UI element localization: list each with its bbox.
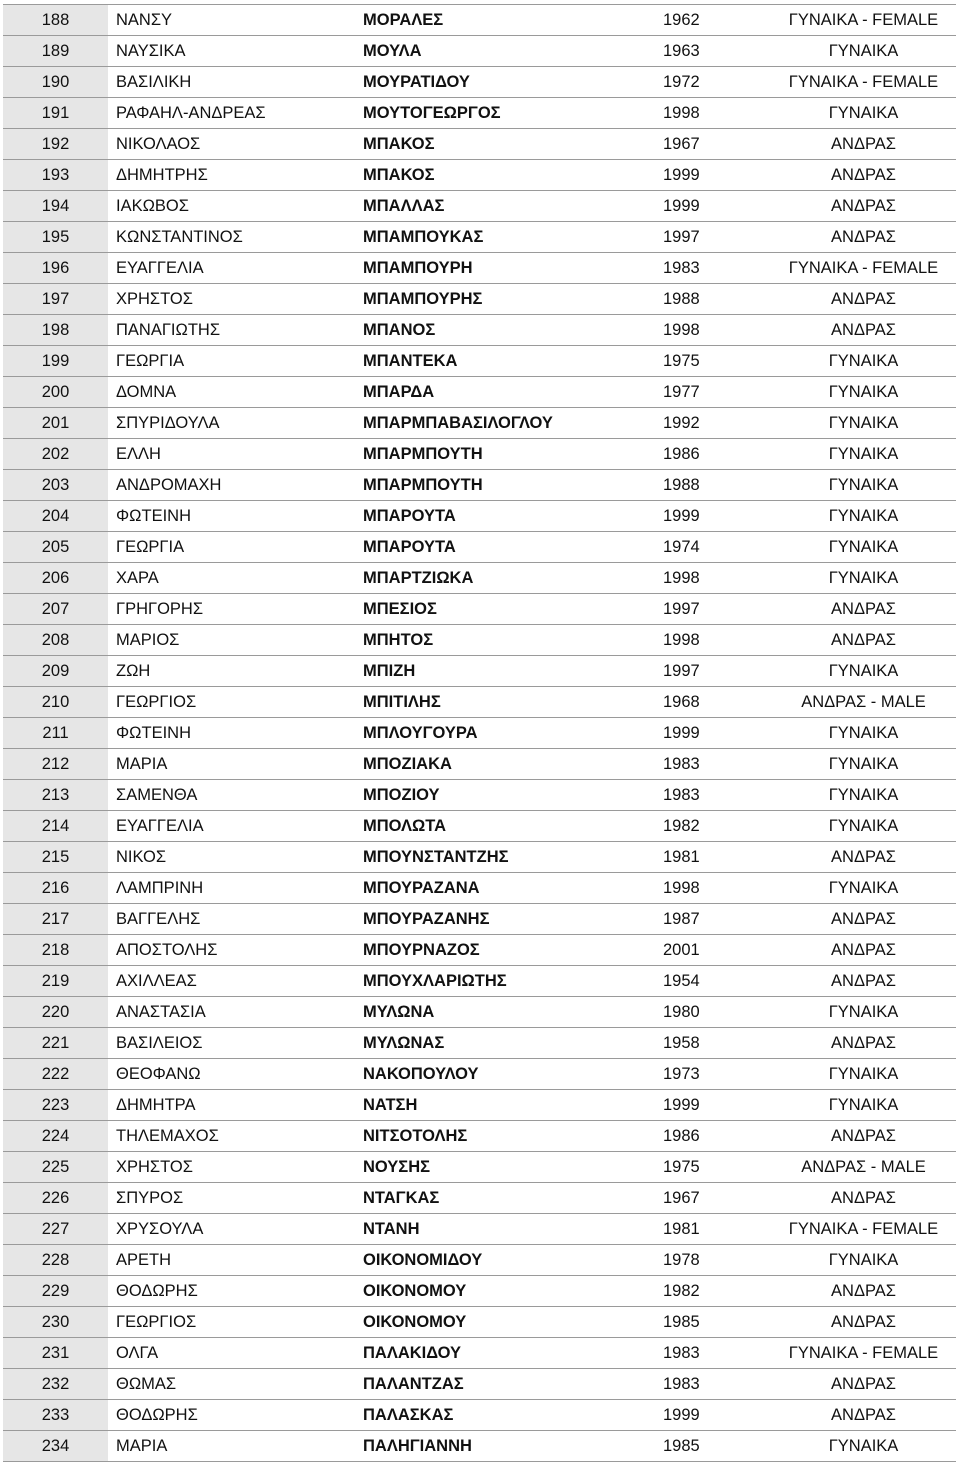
table-row — [3, 315, 956, 346]
last-name-cell: ΝΤΑΓΚΑΣ — [363, 1183, 663, 1214]
first-name-cell: ΖΩΗ — [108, 656, 363, 687]
last-name-cell: ΜΠΕΣΙΟΣ — [363, 594, 663, 625]
last-name-cell: ΜΠΑΛΛΑΣ — [363, 191, 663, 222]
row-number-cell: 188 — [3, 5, 108, 36]
row-number-cell: 198 — [3, 315, 108, 346]
table-row — [3, 98, 956, 129]
table-row — [3, 532, 956, 563]
first-name-cell: ΕΛΛΗ — [108, 439, 363, 470]
table-row — [3, 1214, 956, 1245]
last-name-cell: ΜΟΡΑΛΕΣ — [363, 5, 663, 36]
first-name-cell: ΠΑΝΑΓΙΩΤΗΣ — [108, 315, 363, 346]
row-number-cell: 213 — [3, 780, 108, 811]
last-name-cell: ΝΙΤΣΟΤΟΛΗΣ — [363, 1121, 663, 1152]
gender-cell: ΑΝΔΡΑΣ — [771, 966, 956, 997]
participants-table — [3, 4, 956, 1462]
last-name-cell: ΜΠΑΡΤΖΙΩΚΑ — [363, 563, 663, 594]
row-number-cell: 193 — [3, 160, 108, 191]
birth-year-cell: 1997 — [663, 656, 771, 687]
table-row — [3, 253, 956, 284]
last-name-cell: ΠΑΛΗΓΙΑΝΝΗ — [363, 1431, 663, 1462]
row-number-cell: 223 — [3, 1090, 108, 1121]
table-row — [3, 1245, 956, 1276]
birth-year-cell: 1992 — [663, 408, 771, 439]
last-name-cell: ΜΠΗΤΟΣ — [363, 625, 663, 656]
first-name-cell: ΜΑΡΙΟΣ — [108, 625, 363, 656]
first-name-cell: ΡΑΦΑΗΛ-ΑΝΔΡΕΑΣ — [108, 98, 363, 129]
table-row — [3, 1152, 956, 1183]
birth-year-cell: 1981 — [663, 1214, 771, 1245]
row-number-cell: 221 — [3, 1028, 108, 1059]
first-name-cell: ΣΠΥΡΟΣ — [108, 1183, 363, 1214]
gender-cell: ΑΝΔΡΑΣ — [771, 191, 956, 222]
row-number-cell: 191 — [3, 98, 108, 129]
gender-cell: ΓΥΝΑΙΚΑ — [771, 377, 956, 408]
birth-year-cell: 1986 — [663, 439, 771, 470]
birth-year-cell: 1983 — [663, 1338, 771, 1369]
gender-cell: ΓΥΝΑΙΚΑ — [771, 780, 956, 811]
row-number-cell: 233 — [3, 1400, 108, 1431]
last-name-cell: ΜΠΑΜΠΟΥΡΗ — [363, 253, 663, 284]
last-name-cell: ΜΠΑΚΟΣ — [363, 160, 663, 191]
last-name-cell: ΝΑΤΣΗ — [363, 1090, 663, 1121]
birth-year-cell: 1999 — [663, 191, 771, 222]
table-row — [3, 470, 956, 501]
last-name-cell: ΜΥΛΩΝΑΣ — [363, 1028, 663, 1059]
gender-cell: ΓΥΝΑΙΚΑ — [771, 749, 956, 780]
first-name-cell: ΝΙΚΟΛΑΟΣ — [108, 129, 363, 160]
gender-cell: ΑΝΔΡΑΣ — [771, 1307, 956, 1338]
last-name-cell: ΜΠΑΜΠΟΥΚΑΣ — [363, 222, 663, 253]
row-number-cell: 214 — [3, 811, 108, 842]
gender-cell: ΑΝΔΡΑΣ — [771, 1400, 956, 1431]
first-name-cell: ΓΕΩΡΓΙΑ — [108, 346, 363, 377]
row-number-cell: 196 — [3, 253, 108, 284]
last-name-cell: ΜΟΥΡΑΤΙΔΟΥ — [363, 67, 663, 98]
gender-cell: ΓΥΝΑΙΚΑ — [771, 811, 956, 842]
birth-year-cell: 1968 — [663, 687, 771, 718]
birth-year-cell: 1963 — [663, 36, 771, 67]
first-name-cell: ΣΑΜΕΝΘΑ — [108, 780, 363, 811]
last-name-cell: ΝΑΚΟΠΟΥΛΟΥ — [363, 1059, 663, 1090]
table-row — [3, 1183, 956, 1214]
first-name-cell: ΕΥΑΓΓΕΛΙΑ — [108, 811, 363, 842]
gender-cell: ΓΥΝΑΙΚΑ — [771, 346, 956, 377]
table-row — [3, 1307, 956, 1338]
birth-year-cell: 1983 — [663, 253, 771, 284]
last-name-cell: ΜΟΥΤΟΓΕΩΡΓΟΣ — [363, 98, 663, 129]
table-row — [3, 501, 956, 532]
gender-cell: ΑΝΔΡΑΣ — [771, 129, 956, 160]
row-number-cell: 232 — [3, 1369, 108, 1400]
table-row — [3, 873, 956, 904]
last-name-cell: ΜΠΑΡΟΥΤΑ — [363, 501, 663, 532]
table-row — [3, 67, 956, 98]
row-number-cell: 192 — [3, 129, 108, 160]
row-number-cell: 197 — [3, 284, 108, 315]
gender-cell: ΑΝΔΡΑΣ — [771, 625, 956, 656]
table-row — [3, 1276, 956, 1307]
birth-year-cell: 1980 — [663, 997, 771, 1028]
row-number-cell: 215 — [3, 842, 108, 873]
row-number-cell: 194 — [3, 191, 108, 222]
birth-year-cell: 1998 — [663, 625, 771, 656]
birth-year-cell: 1981 — [663, 842, 771, 873]
gender-cell: ΑΝΔΡΑΣ — [771, 935, 956, 966]
row-number-cell: 207 — [3, 594, 108, 625]
table-row — [3, 718, 956, 749]
birth-year-cell: 1997 — [663, 222, 771, 253]
table-row — [3, 1059, 956, 1090]
first-name-cell: ΑΝΔΡΟΜΑΧΗ — [108, 470, 363, 501]
table-row — [3, 625, 956, 656]
first-name-cell: ΒΑΣΙΛΕΙΟΣ — [108, 1028, 363, 1059]
gender-cell: ΑΝΔΡΑΣ — [771, 1183, 956, 1214]
row-number-cell: 199 — [3, 346, 108, 377]
birth-year-cell: 1998 — [663, 315, 771, 346]
table-row — [3, 904, 956, 935]
first-name-cell: ΧΑΡΑ — [108, 563, 363, 594]
row-number-cell: 189 — [3, 36, 108, 67]
table-row — [3, 284, 956, 315]
table-row — [3, 749, 956, 780]
gender-cell: ΓΥΝΑΙΚΑ — [771, 1059, 956, 1090]
last-name-cell: ΟΙΚΟΝΟΜΟΥ — [363, 1276, 663, 1307]
row-number-cell: 227 — [3, 1214, 108, 1245]
row-number-cell: 234 — [3, 1431, 108, 1462]
row-number-cell: 222 — [3, 1059, 108, 1090]
last-name-cell: ΜΠΙΤΙΛΗΣ — [363, 687, 663, 718]
last-name-cell: ΜΠΑΝΤΕΚΑ — [363, 346, 663, 377]
gender-cell: ΓΥΝΑΙΚΑ — [771, 36, 956, 67]
gender-cell: ΓΥΝΑΙΚΑ — [771, 1245, 956, 1276]
table-row — [3, 160, 956, 191]
birth-year-cell: 1999 — [663, 718, 771, 749]
last-name-cell: ΜΠΟΥΡΝΑΖΟΣ — [363, 935, 663, 966]
row-number-cell: 225 — [3, 1152, 108, 1183]
participants-table-body — [3, 5, 956, 1462]
last-name-cell: ΠΑΛΑΣΚΑΣ — [363, 1400, 663, 1431]
birth-year-cell: 2001 — [663, 935, 771, 966]
birth-year-cell: 1974 — [663, 532, 771, 563]
table-row — [3, 594, 956, 625]
birth-year-cell: 1983 — [663, 1369, 771, 1400]
row-number-cell: 195 — [3, 222, 108, 253]
first-name-cell: ΧΡΥΣΟΥΛΑ — [108, 1214, 363, 1245]
table-row — [3, 1028, 956, 1059]
birth-year-cell: 1954 — [663, 966, 771, 997]
row-number-cell: 206 — [3, 563, 108, 594]
last-name-cell: ΜΠΟΖΙΟΥ — [363, 780, 663, 811]
first-name-cell: ΕΥΑΓΓΕΛΙΑ — [108, 253, 363, 284]
last-name-cell: ΜΠΛΟΥΓΟΥΡΑ — [363, 718, 663, 749]
birth-year-cell: 1997 — [663, 594, 771, 625]
first-name-cell: ΤΗΛΕΜΑΧΟΣ — [108, 1121, 363, 1152]
gender-cell: ΑΝΔΡΑΣ — [771, 904, 956, 935]
first-name-cell: ΙΑΚΩΒΟΣ — [108, 191, 363, 222]
table-row — [3, 346, 956, 377]
first-name-cell: ΑΝΑΣΤΑΣΙΑ — [108, 997, 363, 1028]
table-row — [3, 377, 956, 408]
birth-year-cell: 1973 — [663, 1059, 771, 1090]
row-number-cell: 226 — [3, 1183, 108, 1214]
gender-cell: ΓΥΝΑΙΚΑ — [771, 408, 956, 439]
first-name-cell: ΓΡΗΓΟΡΗΣ — [108, 594, 363, 625]
birth-year-cell: 1978 — [663, 1245, 771, 1276]
table-row — [3, 408, 956, 439]
last-name-cell: ΟΙΚΟΝΟΜΟΥ — [363, 1307, 663, 1338]
birth-year-cell: 1998 — [663, 563, 771, 594]
gender-cell: ΓΥΝΑΙΚΑ — [771, 873, 956, 904]
last-name-cell: ΜΠΟΛΩΤΑ — [363, 811, 663, 842]
gender-cell: ΓΥΝΑΙΚΑ — [771, 563, 956, 594]
gender-cell: ΓΥΝΑΙΚΑ — [771, 1431, 956, 1462]
gender-cell: ΓΥΝΑΙΚΑ — [771, 439, 956, 470]
gender-cell: ΑΝΔΡΑΣ — [771, 160, 956, 191]
table-row — [3, 1400, 956, 1431]
table-row — [3, 1090, 956, 1121]
gender-cell: ΓΥΝΑΙΚΑ — [771, 1090, 956, 1121]
last-name-cell: ΝΟΥΣΗΣ — [363, 1152, 663, 1183]
birth-year-cell: 1999 — [663, 1090, 771, 1121]
first-name-cell: ΘΟΔΩΡΗΣ — [108, 1400, 363, 1431]
first-name-cell: ΜΑΡΙΑ — [108, 749, 363, 780]
row-number-cell: 205 — [3, 532, 108, 563]
first-name-cell: ΒΑΣΙΛΙΚΗ — [108, 67, 363, 98]
gender-cell: ΑΝΔΡΑΣ — [771, 594, 956, 625]
first-name-cell: ΣΠΥΡΙΔΟΥΛΑ — [108, 408, 363, 439]
table-row — [3, 656, 956, 687]
first-name-cell: ΓΕΩΡΓΙΟΣ — [108, 687, 363, 718]
row-number-cell: 228 — [3, 1245, 108, 1276]
table-row — [3, 129, 956, 160]
first-name-cell: ΔΗΜΗΤΡΑ — [108, 1090, 363, 1121]
table-row — [3, 1338, 956, 1369]
row-number-cell: 231 — [3, 1338, 108, 1369]
last-name-cell: ΜΥΛΩΝΑ — [363, 997, 663, 1028]
first-name-cell: ΑΧΙΛΛΕΑΣ — [108, 966, 363, 997]
last-name-cell: ΝΤΑΝΗ — [363, 1214, 663, 1245]
gender-cell: ΑΝΔΡΑΣ — [771, 1121, 956, 1152]
row-number-cell: 204 — [3, 501, 108, 532]
row-number-cell: 203 — [3, 470, 108, 501]
gender-cell: ΓΥΝΑΙΚΑ — [771, 718, 956, 749]
last-name-cell: ΟΙΚΟΝΟΜΙΔΟΥ — [363, 1245, 663, 1276]
table-row — [3, 1121, 956, 1152]
row-number-cell: 211 — [3, 718, 108, 749]
last-name-cell: ΠΑΛΑΝΤΖΑΣ — [363, 1369, 663, 1400]
last-name-cell: ΜΟΥΛΑ — [363, 36, 663, 67]
table-row — [3, 997, 956, 1028]
table-row — [3, 563, 956, 594]
gender-cell: ΓΥΝΑΙΚΑ — [771, 656, 956, 687]
birth-year-cell: 1987 — [663, 904, 771, 935]
table-row — [3, 935, 956, 966]
first-name-cell: ΚΩΝΣΤΑΝΤΙΝΟΣ — [108, 222, 363, 253]
first-name-cell: ΘΩΜΑΣ — [108, 1369, 363, 1400]
last-name-cell: ΠΑΛΑΚΙΔΟΥ — [363, 1338, 663, 1369]
birth-year-cell: 1998 — [663, 873, 771, 904]
first-name-cell: ΓΕΩΡΓΙΟΣ — [108, 1307, 363, 1338]
birth-year-cell: 1977 — [663, 377, 771, 408]
last-name-cell: ΜΠΙΖΗ — [363, 656, 663, 687]
row-number-cell: 212 — [3, 749, 108, 780]
table-row — [3, 780, 956, 811]
last-name-cell: ΜΠΑΝΟΣ — [363, 315, 663, 346]
last-name-cell: ΜΠΑΡΔΑ — [363, 377, 663, 408]
birth-year-cell: 1988 — [663, 284, 771, 315]
birth-year-cell: 1982 — [663, 1276, 771, 1307]
row-number-cell: 224 — [3, 1121, 108, 1152]
table-row — [3, 36, 956, 67]
birth-year-cell: 1983 — [663, 780, 771, 811]
birth-year-cell: 1967 — [663, 129, 771, 160]
gender-cell: ΓΥΝΑΙΚΑ - FEMALE — [771, 1338, 956, 1369]
table-row — [3, 1431, 956, 1462]
row-number-cell: 200 — [3, 377, 108, 408]
table-row — [3, 842, 956, 873]
first-name-cell: ΝΑΥΣΙΚΑ — [108, 36, 363, 67]
birth-year-cell: 1983 — [663, 749, 771, 780]
first-name-cell: ΝΙΚΟΣ — [108, 842, 363, 873]
row-number-cell: 230 — [3, 1307, 108, 1338]
birth-year-cell: 1975 — [663, 1152, 771, 1183]
first-name-cell: ΜΑΡΙΑ — [108, 1431, 363, 1462]
row-number-cell: 202 — [3, 439, 108, 470]
last-name-cell: ΜΠΟΖΙΑΚΑ — [363, 749, 663, 780]
table-row — [3, 439, 956, 470]
birth-year-cell: 1958 — [663, 1028, 771, 1059]
row-number-cell: 190 — [3, 67, 108, 98]
gender-cell: ΓΥΝΑΙΚΑ — [771, 532, 956, 563]
birth-year-cell: 1998 — [663, 98, 771, 129]
table-row — [3, 966, 956, 997]
last-name-cell: ΜΠΟΥΡΑΖΑΝΗΣ — [363, 904, 663, 935]
last-name-cell: ΜΠΟΥΝΣΤΑΝΤΖΗΣ — [363, 842, 663, 873]
first-name-cell: ΧΡΗΣΤΟΣ — [108, 284, 363, 315]
birth-year-cell: 1962 — [663, 5, 771, 36]
gender-cell: ΑΝΔΡΑΣ - MALE — [771, 1152, 956, 1183]
row-number-cell: 229 — [3, 1276, 108, 1307]
gender-cell: ΓΥΝΑΙΚΑ — [771, 501, 956, 532]
gender-cell: ΑΝΔΡΑΣ — [771, 222, 956, 253]
birth-year-cell: 1999 — [663, 501, 771, 532]
birth-year-cell: 1967 — [663, 1183, 771, 1214]
birth-year-cell: 1999 — [663, 160, 771, 191]
first-name-cell: ΦΩΤΕΙΝΗ — [108, 501, 363, 532]
first-name-cell: ΛΑΜΠΡΙΝΗ — [108, 873, 363, 904]
table-row — [3, 811, 956, 842]
first-name-cell: ΑΠΟΣΤΟΛΗΣ — [108, 935, 363, 966]
row-number-cell: 201 — [3, 408, 108, 439]
gender-cell: ΓΥΝΑΙΚΑ - FEMALE — [771, 67, 956, 98]
table-row — [3, 222, 956, 253]
row-number-cell: 219 — [3, 966, 108, 997]
gender-cell: ΓΥΝΑΙΚΑ - FEMALE — [771, 253, 956, 284]
table-row — [3, 5, 956, 36]
first-name-cell: ΝΑΝΣΥ — [108, 5, 363, 36]
first-name-cell: ΧΡΗΣΤΟΣ — [108, 1152, 363, 1183]
row-number-cell: 210 — [3, 687, 108, 718]
first-name-cell: ΦΩΤΕΙΝΗ — [108, 718, 363, 749]
last-name-cell: ΜΠΑΜΠΟΥΡΗΣ — [363, 284, 663, 315]
row-number-cell: 218 — [3, 935, 108, 966]
table-row — [3, 687, 956, 718]
gender-cell: ΓΥΝΑΙΚΑ — [771, 997, 956, 1028]
last-name-cell: ΜΠΟΥΡΑΖΑΝΑ — [363, 873, 663, 904]
first-name-cell: ΘΟΔΩΡΗΣ — [108, 1276, 363, 1307]
last-name-cell: ΜΠΑΡΜΠΑΒΑΣΙΛΟΓΛΟΥ — [363, 408, 663, 439]
birth-year-cell: 1972 — [663, 67, 771, 98]
gender-cell: ΑΝΔΡΑΣ — [771, 1028, 956, 1059]
gender-cell: ΓΥΝΑΙΚΑ - FEMALE — [771, 1214, 956, 1245]
last-name-cell: ΜΠΑΡΜΠΟΥΤΗ — [363, 439, 663, 470]
row-number-cell: 220 — [3, 997, 108, 1028]
first-name-cell: ΒΑΓΓΕΛΗΣ — [108, 904, 363, 935]
gender-cell: ΑΝΔΡΑΣ — [771, 1369, 956, 1400]
birth-year-cell: 1982 — [663, 811, 771, 842]
first-name-cell: ΔΗΜΗΤΡΗΣ — [108, 160, 363, 191]
birth-year-cell: 1986 — [663, 1121, 771, 1152]
birth-year-cell: 1999 — [663, 1400, 771, 1431]
birth-year-cell: 1988 — [663, 470, 771, 501]
birth-year-cell: 1975 — [663, 346, 771, 377]
row-number-cell: 208 — [3, 625, 108, 656]
gender-cell: ΓΥΝΑΙΚΑ — [771, 470, 956, 501]
row-number-cell: 209 — [3, 656, 108, 687]
gender-cell: ΓΥΝΑΙΚΑ - FEMALE — [771, 5, 956, 36]
row-number-cell: 216 — [3, 873, 108, 904]
first-name-cell: ΑΡΕΤΗ — [108, 1245, 363, 1276]
table-row — [3, 191, 956, 222]
first-name-cell: ΔΟΜΝΑ — [108, 377, 363, 408]
gender-cell: ΑΝΔΡΑΣ — [771, 315, 956, 346]
gender-cell: ΑΝΔΡΑΣ - MALE — [771, 687, 956, 718]
last-name-cell: ΜΠΑΡΟΥΤΑ — [363, 532, 663, 563]
birth-year-cell: 1985 — [663, 1431, 771, 1462]
gender-cell: ΑΝΔΡΑΣ — [771, 1276, 956, 1307]
last-name-cell: ΜΠΟΥΧΛΑΡΙΩΤΗΣ — [363, 966, 663, 997]
gender-cell: ΓΥΝΑΙΚΑ — [771, 98, 956, 129]
first-name-cell: ΘΕΟΦΑΝΩ — [108, 1059, 363, 1090]
last-name-cell: ΜΠΑΚΟΣ — [363, 129, 663, 160]
gender-cell: ΑΝΔΡΑΣ — [771, 842, 956, 873]
first-name-cell: ΟΛΓΑ — [108, 1338, 363, 1369]
birth-year-cell: 1985 — [663, 1307, 771, 1338]
first-name-cell: ΓΕΩΡΓΙΑ — [108, 532, 363, 563]
last-name-cell: ΜΠΑΡΜΠΟΥΤΗ — [363, 470, 663, 501]
table-row — [3, 1369, 956, 1400]
gender-cell: ΑΝΔΡΑΣ — [771, 284, 956, 315]
row-number-cell: 217 — [3, 904, 108, 935]
